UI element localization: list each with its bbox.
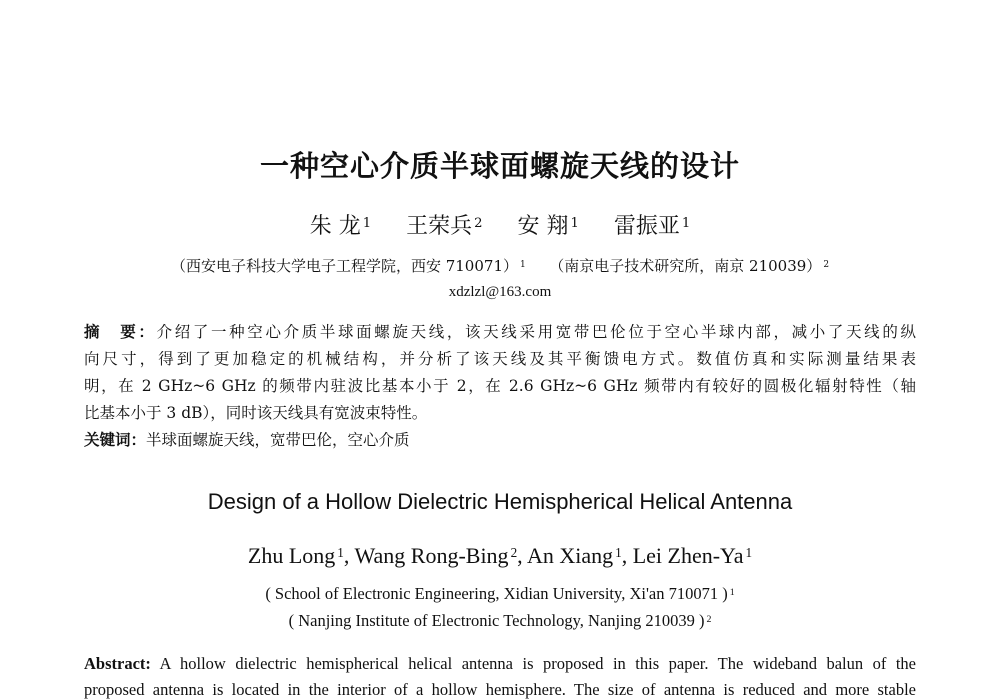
author-en: An Xiang $^1$: [526, 543, 622, 568]
keywords-cn-label: 关键词：: [84, 431, 147, 449]
affiliation-cn-1: （西安电子科技大学电子工程学院，西安 710071）: [170, 257, 518, 275]
abstract-cn-line: 明，在 2 GHz~6 GHz 的频带内驻波比基本小于 2，在 2.6 GHz~6 GHz 频带内有较好的圆极化辐射特性（轴: [84, 377, 916, 395]
abstract-cn-label: 摘 要：: [84, 323, 157, 341]
author-cn: 王荣兵 $^2$: [406, 214, 483, 239]
paper-title-cn: 一种空心介质半球面螺旋天线的设计: [259, 149, 740, 183]
author-cn: 雷振亚 $^1$: [613, 214, 691, 239]
author-cn: 朱 龙 $^1$: [309, 214, 372, 239]
abstract-cn-line: 向尺寸，得到了更加稳定的机械结构，并分析了该天线及其平衡馈电方式。数值仿真和实际测量结果表: [84, 350, 916, 368]
author-en: Zhu Long $^1$: [247, 543, 344, 568]
contact-email: xdzlzl@163.com: [448, 284, 552, 300]
author-cn: 安 翔 $^1$: [517, 214, 579, 239]
paper-title-en: Design of a Hollow Dielectric Hemispherical Helical Antenna: [207, 489, 793, 514]
abstract-en-line: proposed antenna is located in the interior of a hollow hemisphere. The size of antenna is reduced and more stable: [84, 680, 916, 699]
affiliation-en-2: ( Nanjing Institute of Electronic Technology, Nanjing 210039 ) $^2$: [288, 611, 712, 630]
keywords-cn: 关键词：半球面螺旋天线，宽带巴伦，空心介质: [84, 431, 410, 449]
author-list-cn: [0, 209, 1000, 240]
author-en: Lei Zhen-Ya $^1$: [632, 543, 753, 568]
author-en: Wang Rong-Bing $^2$: [354, 543, 518, 568]
affiliations-cn: （西安电子科技大学电子工程学院，西安 710071） $^1$ （南京电子技术研究所，南京 210039） $^2$: [170, 257, 830, 275]
author-list-en: Zhu Long $^1$, Wang Rong-Bing $^2$, An Xiang $^1$, Lei Zhen-Ya $^1$: [247, 543, 753, 568]
abstract-en-label: Abstract:: [84, 654, 151, 673]
affiliation-cn-2: （南京电子技术研究所，南京 210039）: [549, 257, 822, 275]
abstract-cn-line: 比基本小于 3 dB），同时该天线具有宽波束特性。: [84, 404, 428, 422]
abstract-en-line: Abstract: A hollow dielectric hemispherical helical antenna is proposed in this paper. The wideband balun of the: [84, 654, 916, 673]
abstract-cn-line: 摘 要：介绍了一种空心介质半球面螺旋天线，该天线采用宽带巴伦位于空心半球内部，减小了天线的纵: [84, 323, 916, 341]
affiliation-en-1: ( School of Electronic Engineering, Xidian University, Xi'an 710071 ) $^1$: [265, 584, 735, 603]
